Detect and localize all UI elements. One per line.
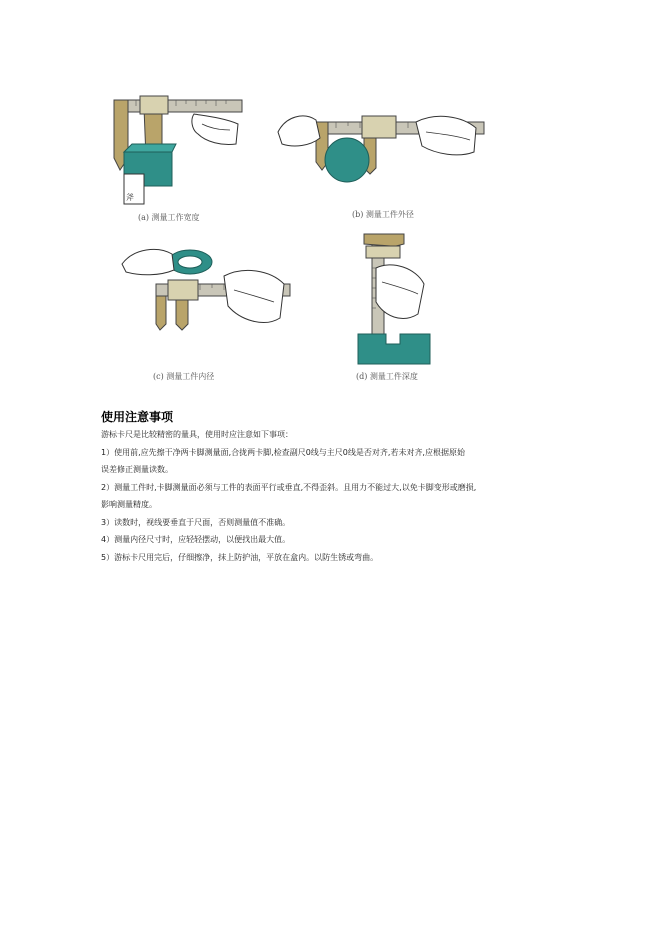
notes-line-7: 5）游标卡尺用完后，仔细擦净，抹上防护油，平放在盒内。以防生锈或弯曲。: [101, 553, 379, 562]
figure-c-caption: (c) 测量工件内径: [153, 372, 215, 381]
figure-d-caption: (d) 测量工件深度: [356, 372, 418, 381]
figure-b-outer-diameter-measurement: [276, 102, 486, 198]
figure-d-depth-measurement: [352, 228, 438, 366]
notes-line-3: 2）测量工件时,卡脚测量面必须与工件的表面平行或垂直,不得歪斜。且用力不能过大,以免卡脚变形或磨损,: [101, 483, 477, 492]
notes-line-6: 4）测量内径尺寸时，应轻轻摆动，以便找出最大值。: [101, 535, 291, 544]
notes-intro: 游标卡尺是比较精密的量具，使用时应注意如下事项：: [101, 430, 293, 439]
section-title: 使用注意事项: [101, 410, 174, 424]
notes-line-2: 误差修正测量读数。: [101, 465, 173, 474]
notes-line-5: 3）读数时，视线要垂直于尺面，否则测量值不准确。: [101, 518, 291, 527]
figure-a-stamp: 斧: [126, 193, 134, 202]
notes-line-1: 1）使用前,应先擦干净两卡脚测量面,合拢两卡脚,检查副尺0线与主尺0线是否对齐,若未对齐,应根据原始: [101, 448, 465, 457]
figure-a-caption: (a) 测量工作宽度: [138, 213, 200, 222]
figure-b-caption: (b) 测量工件外径: [352, 210, 414, 219]
figure-a-width-measurement: [106, 86, 246, 210]
figure-c-inner-diameter-measurement: [120, 240, 292, 352]
notes-line-4: 影响测量精度。: [101, 500, 157, 509]
